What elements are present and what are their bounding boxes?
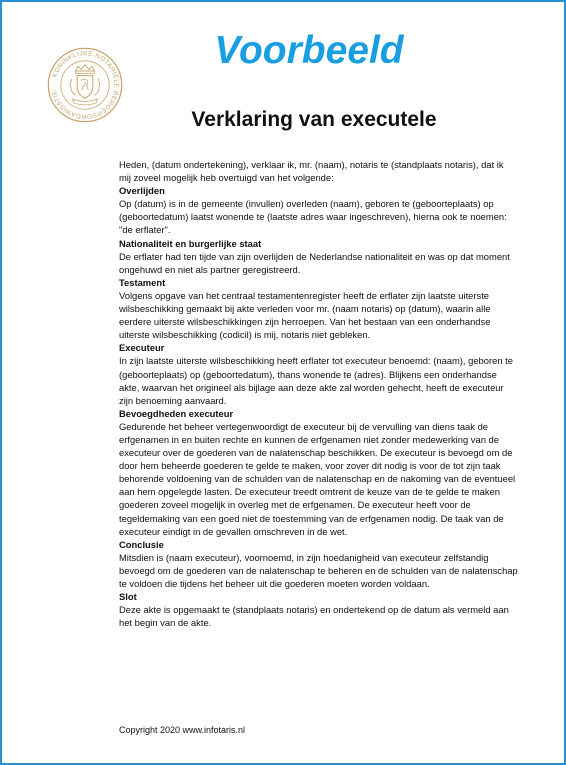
section-text-nationaliteit: De erflater had ten tijde van zijn overlijden de Nederlandse nationaliteit en was op dat moment ongehuwd en niet als partner geregistreerd. — [119, 250, 510, 275]
section-heading-bevoegdheden: Bevoegdheden executeur — [119, 407, 234, 419]
section-heading-overlijden: Overlijden — [119, 185, 165, 197]
document-title: Verklaring van executele — [191, 108, 437, 131]
svg-text:KONINKLIJKE NOTARIËLE BEROEPSO: KONINKLIJKE NOTARIËLE BEROEPSORGANISATIE — [50, 50, 120, 120]
page-heading: Voorbeeld — [214, 29, 404, 72]
copyright-notice: Copyright 2020 www.infotaris.nl — [119, 725, 246, 735]
section-heading-nationaliteit: Nationaliteit en burgerlijke staat — [119, 237, 262, 249]
section-text-conclusie: Mitsdien is (naam executeur), voornoemd, in zijn hoedanigheid van executeur zelfstandig bevoegd om de goederen van de nalatenschap te beheren en de schulden van de nalatenschap te voldoen die tijdens het beheer uit die goederen moeten worden voldaan. — [119, 551, 518, 589]
section-text-bevoegdheden: Gedurende het beheer vertegenwoordigt de executeur bij de vervulling van diens taak de erfgenamen in en buiten rechte en kunnen de erfgenamen niet zonder medewerking van de executeur over de goederen van de nalatenschap beschikken. De executeur is bevoegd om de door hem beheerde goederen te gelde te maken, voor zover dit nodig is voor de tot zijn taak behorende voldoening van de schulden van de nalatenschap en de nakoming van de eventueel aan hem opgelegde lasten. De executeur treedt omtrent de keuze van de te gelde te maken goederen zoveel mogelijk in overleg met de erfgenamen. De executeur heeft voor de tegeldemaking van een goed niet de toestemming van de erfgenamen nodig. De taak van de executeur eindigt in de gevallen omschreven in de wet. — [119, 420, 516, 537]
document-body — [119, 158, 518, 629]
section-text-executeur: In zijn laatste uiterste wilsbeschikking heeft erflater tot executeur benoemd: (naam), geboren te (geboorteplaats) op (geboortedatum), thans wonende te (adres). Blijkens een onderhandse akte, waarvan het origineel als bijlage aan deze akte zal worden gehecht, heeft de executeur zijn benoeming aanvaard. — [119, 355, 513, 406]
section-text-testament: Volgens opgave van het centraal testamentenregister heeft de erflater zijn laatste uiterste wilsbeschikking gemaakt bij akte verleden voor mr. (naam notaris) op (datum), waarin alle eerdere uiterste wilsbeschikkingen zijn herroepen. Van het bestaan van een onderhandse uiterste wilsbeschikking (codicil) is mij, notaris niet gebleken. — [119, 289, 491, 341]
section-heading-conclusie: Conclusie — [119, 538, 164, 550]
section-text-slot: Deze akte is opgemaakt te (standplaats notaris) en ondertekend op de datum als vermeld aan het begin van de akte. — [119, 604, 509, 629]
intro-paragraph: Heden, (datum ondertekening), verklaar ik, mr. (naam), notaris te (standplaats notaris), dat ik mij zoveel mogelijk heb overtuigd van het volgende: — [119, 159, 504, 184]
section-heading-testament: Testament — [119, 276, 166, 288]
section-heading-executeur: Executeur — [119, 342, 165, 354]
section-text-overlijden: Op (datum) is in de gemeente (invullen) overleden (naam), geboren te (geboorteplaats) op (geboortedatum) laatst wonende te (laatste adres waar ingeschreven), hierna ook te noemen: "de erflater". — [119, 198, 507, 236]
section-heading-slot: Slot — [119, 591, 137, 603]
